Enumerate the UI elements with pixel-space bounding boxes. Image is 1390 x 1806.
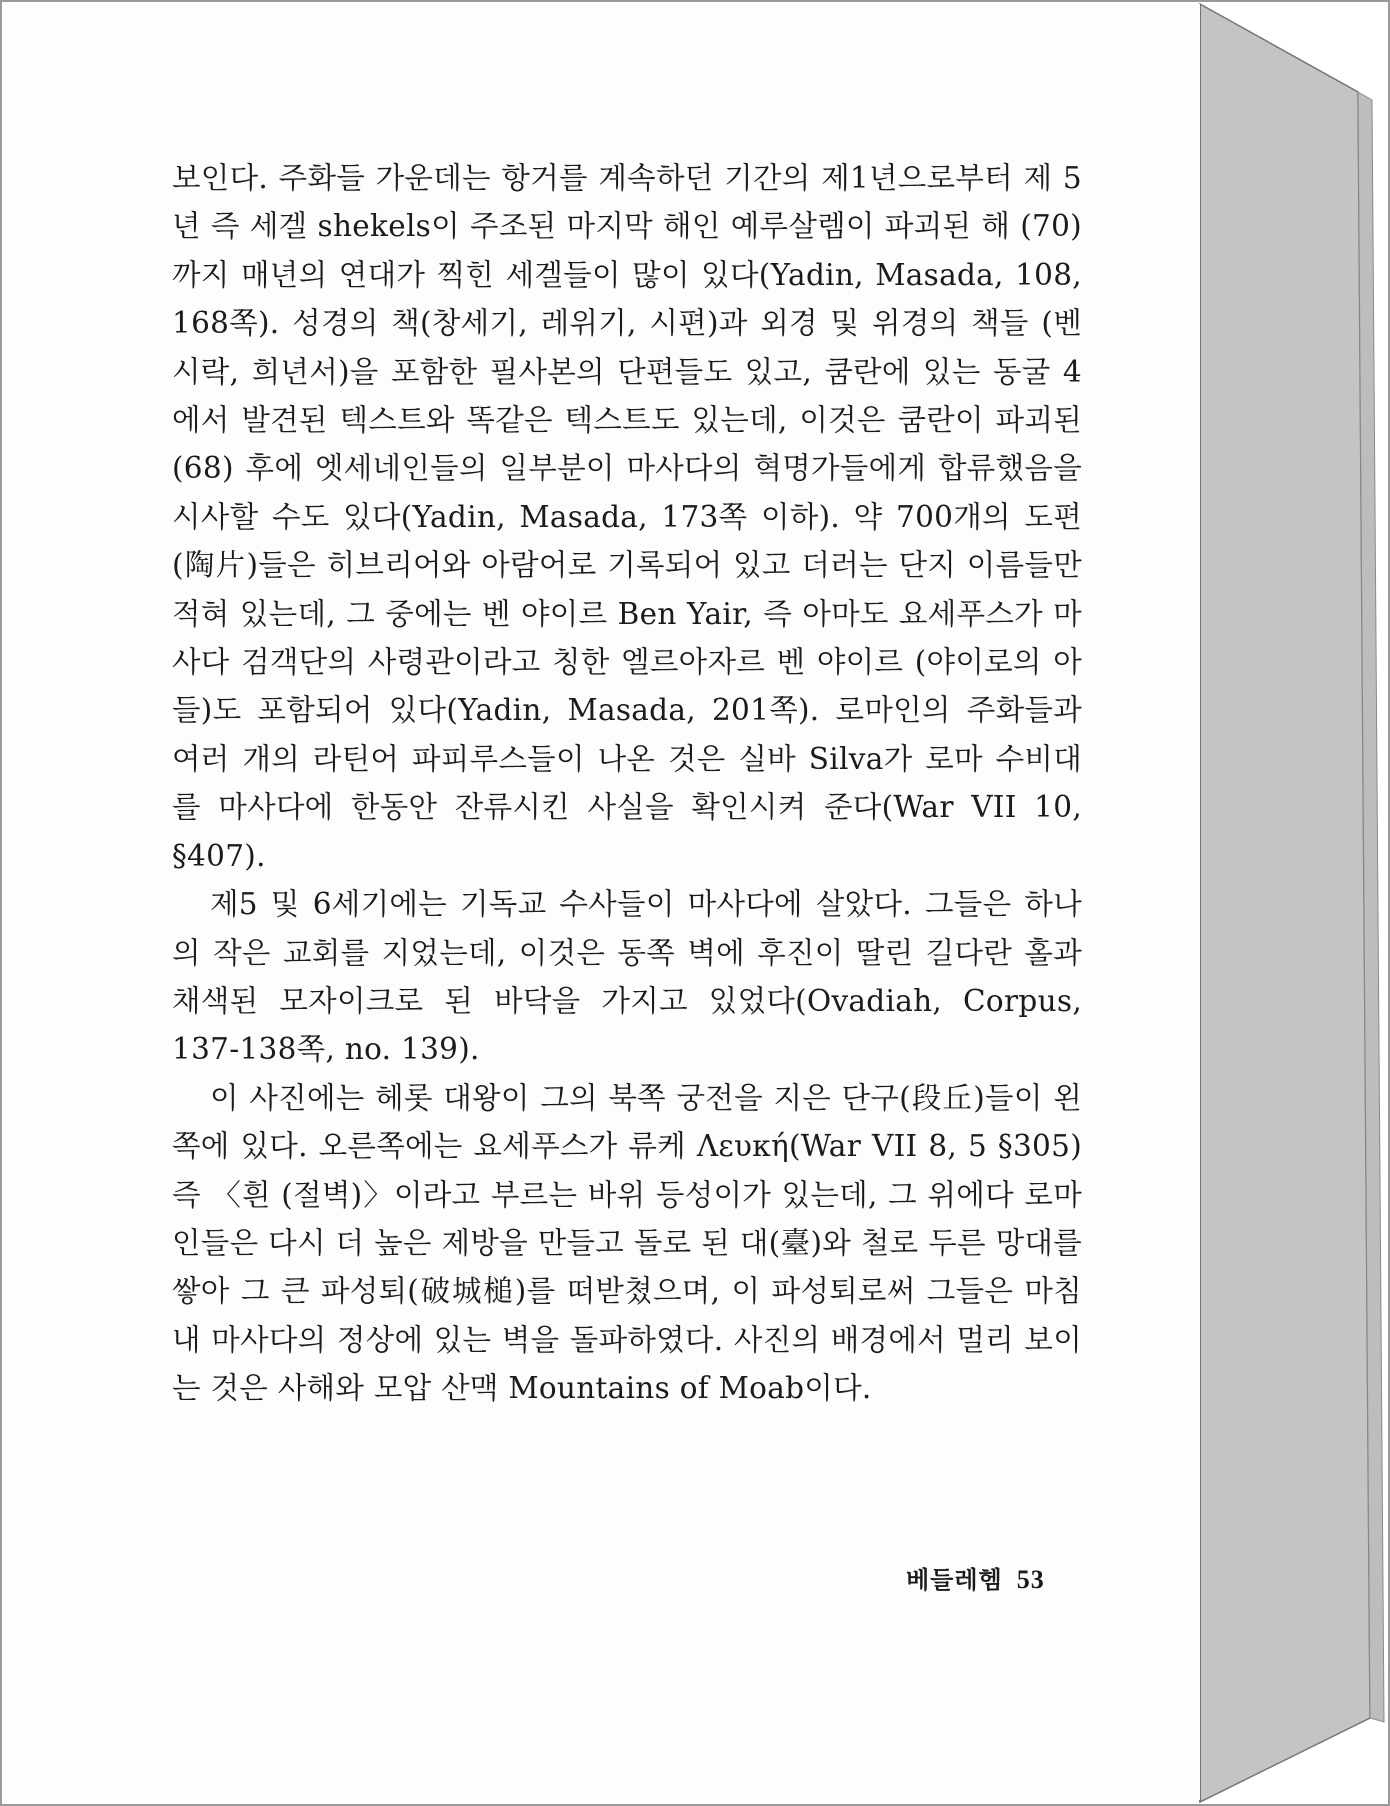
paragraph-1: 보인다. 주화들 가운데는 항거를 계속하던 기간의 제1년으로부터 제 5년 즉 세겔 shekels이 주조된 마지막 해인 예루살렘이 파괴된 해 (70)까지 매년의 연대가 찍힌 세겔들이 많이 있다(Yadin, Masada, 108, 168쪽). 성경의 책(창세기, 레위기, 시편)과 외경 및 위경의 책들 (벤 시락, 희년서)을 포함한 필사본의 단편들도 있고, 쿰란에 있는 동굴 4에서 발견된 텍스트와 똑같은 텍스트도 있는데, 이것은 쿰란이 파괴된(68) 후에 엣세네인들의 일부분이 마사다의 혁명가들에게 합류했음을 시사할 수도 있다(Yadin, Masada, 173쪽 이하). 약 700개의 도편(陶片)들은 히브리어와 아람어로 기록되어 있고 더러는 단지 이름들만 적혀 있는데, 그 중에는 벤 야이르 Ben Yair, 즉 아마도 요세푸스가 마사다 검객단의 사령관이라고 칭한 엘르아자르 벤 야이르 (야이로의 아들)도 포함되어 있다(Yadin, Masada, 201쪽). 로마인의 주화들과 여러 개의 라틴어 파피루스들이 나온 것은 실바 Silva가 로마 수비대를 마사다에 한동안 잔류시킨 사실을 확인시켜 준다(War VII 10, §407).: [172, 161, 1082, 873]
book-side-panel: [1200, 4, 1370, 1802]
paragraph-3: 이 사진에는 헤롯 대왕이 그의 북쪽 궁전을 지은 단구(段丘)들이 왼쪽에 있다. 오른쪽에는 요세푸스가 류케 Λευκή(War VII 8, 5 §305) 즉 〈흰 (절벽)〉이라고 부르는 바위 등성이가 있는데, 그 위에다 로마인들은 다시 더 높은 제방을 만들고 돌로 된 대(臺)와 철로 두른 망대를 쌓아 그 큰 파성퇴(破城槌)를 떠받쳤으며, 이 파성퇴로써 그들은 마침내 마사다의 정상에 있는 벽을 돌파하였다. 사진의 배경에서 멀리 보이는 것은 사해와 모압 산맥 Mountains of Moab이다.: [172, 1080, 1082, 1406]
body-text: [172, 154, 1082, 1413]
paragraph-2: 제5 및 6세기에는 기독교 수사들이 마사다에 살았다. 그들은 하나의 작은 교회를 지었는데, 이것은 동쪽 벽에 후진이 딸린 길다란 홀과 채색된 모자이크로 된 바닥을 가지고 있었다(Ovadiah, Corpus, 137-138쪽, no. 139).: [172, 887, 1082, 1067]
running-head: 베들레헴: [906, 1566, 1003, 1594]
page-footer: [906, 1560, 1045, 1595]
page-number: 53: [1016, 1565, 1045, 1594]
page: [4, 4, 1200, 1800]
